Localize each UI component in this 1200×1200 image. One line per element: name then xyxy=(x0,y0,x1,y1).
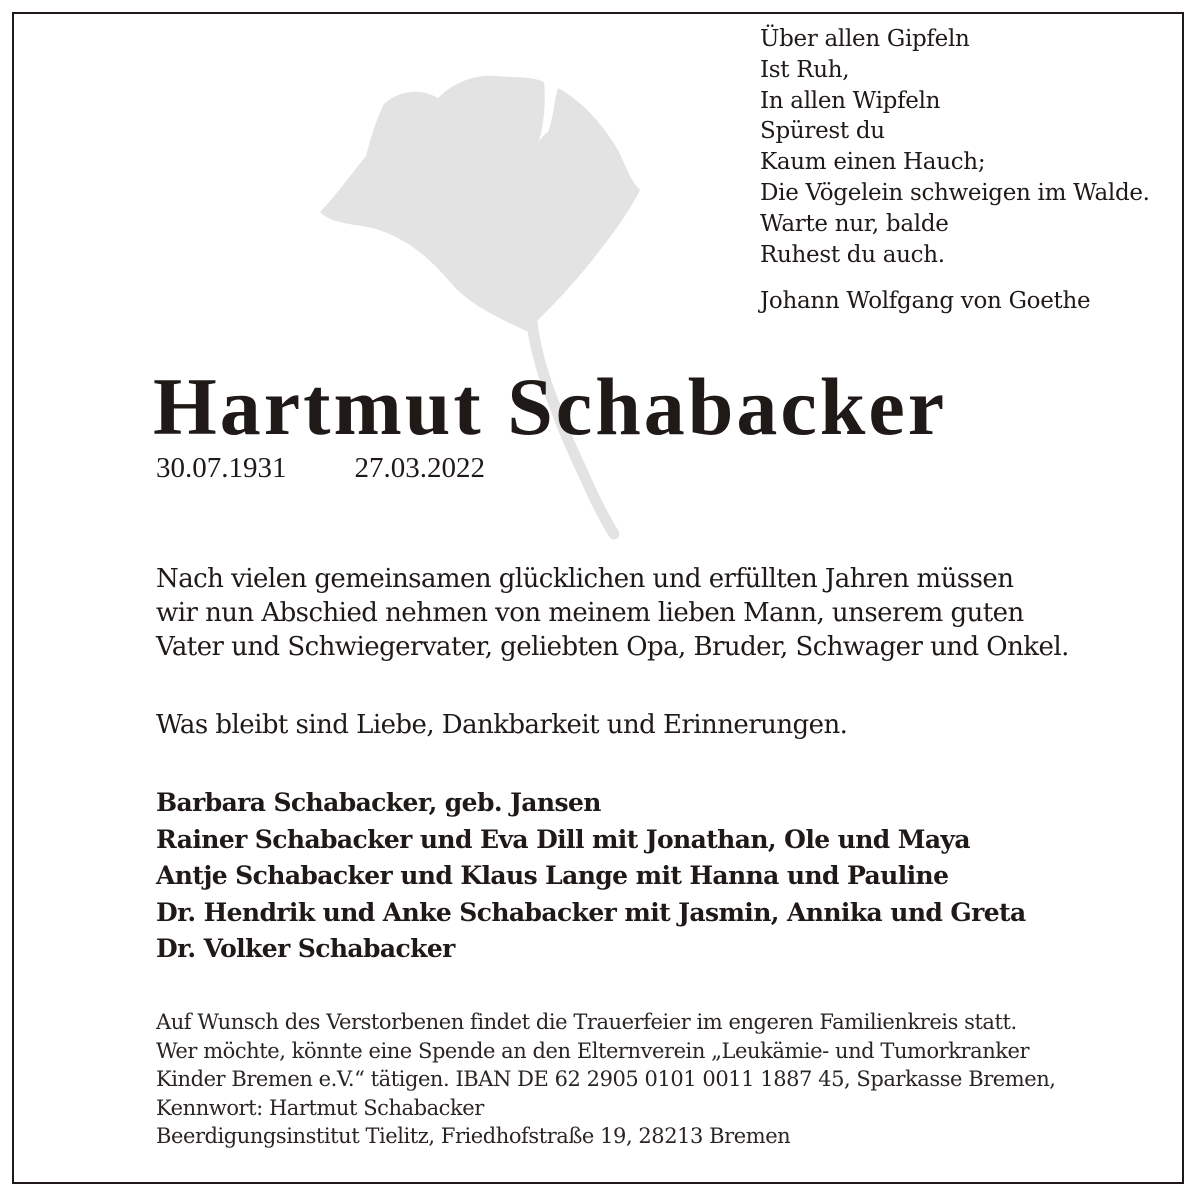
poem-author: Johann Wolfgang von Goethe xyxy=(760,288,1091,315)
notice-line: Beerdigungsinstitut Tielitz, Friedhofstraße 19, 28213 Bremen xyxy=(156,1124,791,1148)
message-line: Nach vielen gemeinsamen glücklichen und erfüllten Jahren müssen xyxy=(156,564,1014,594)
ginkgo-leaf-icon xyxy=(300,60,640,560)
mourner-entry: Antje Schabacker und Klaus Lange mit Hanna und Pauline xyxy=(156,861,949,890)
poem xyxy=(760,24,1150,317)
notice-line: Wer möchte, könnte eine Spende an den Elternverein „Leukämie- und Tumorkranker xyxy=(156,1038,1030,1063)
deceased-name: Hartmut Schabacker xyxy=(153,361,948,452)
mourner-entry: Dr. Hendrik und Anke Schabacker mit Jasmin, Annika und Greta xyxy=(156,897,1026,927)
message-line: Vater und Schwiegervater, geliebten Opa, Bruder, Schwager und Onkel. xyxy=(156,632,1069,662)
death-date: 27.03.2022 xyxy=(354,452,485,484)
farewell-message xyxy=(156,562,1069,664)
poem-line: In allen Wipfeln xyxy=(760,87,941,114)
notice-line: Kennwort: Hartmut Schabacker xyxy=(156,1095,484,1120)
notice-line: Kinder Bremen e.V.“ tätigen. IBAN DE 62 2905 0101 0011 1887 45, Sparkasse Bremen, xyxy=(156,1067,1056,1091)
poem-line: Spürest du xyxy=(760,118,885,145)
mourners-list xyxy=(156,785,1026,968)
poem-line: Die Vögelein schweigen im Walde. xyxy=(760,179,1150,206)
mourner-entry: Dr. Volker Schabacker xyxy=(156,934,455,963)
poem-line: Über allen Gipfeln xyxy=(760,26,970,52)
mourner-entry: Rainer Schabacker und Eva Dill mit Jonathan, Ole und Maya xyxy=(156,824,970,854)
mourner-entry: Barbara Schabacker, geb. Jansen xyxy=(156,788,601,817)
farewell-tagline: Was bleibt sind Liebe, Dankbarkeit und Erinnerungen. xyxy=(156,710,848,740)
poem-line: Kaum einen Hauch; xyxy=(760,149,986,176)
birth-date: 30.07.1931 xyxy=(156,452,287,484)
poem-line: Ist Ruh, xyxy=(760,56,850,83)
funeral-notice xyxy=(156,1008,1056,1151)
life-dates xyxy=(156,452,485,485)
poem-line: Warte nur, balde xyxy=(760,210,949,237)
notice-line: Auf Wunsch des Verstorbenen findet die Trauerfeier im engeren Familienkreis statt. xyxy=(156,1010,1017,1034)
message-line: wir nun Abschied nehmen von meinem lieben Mann, unserem guten xyxy=(156,598,1024,628)
poem-line: Ruhest du auch. xyxy=(760,241,945,268)
